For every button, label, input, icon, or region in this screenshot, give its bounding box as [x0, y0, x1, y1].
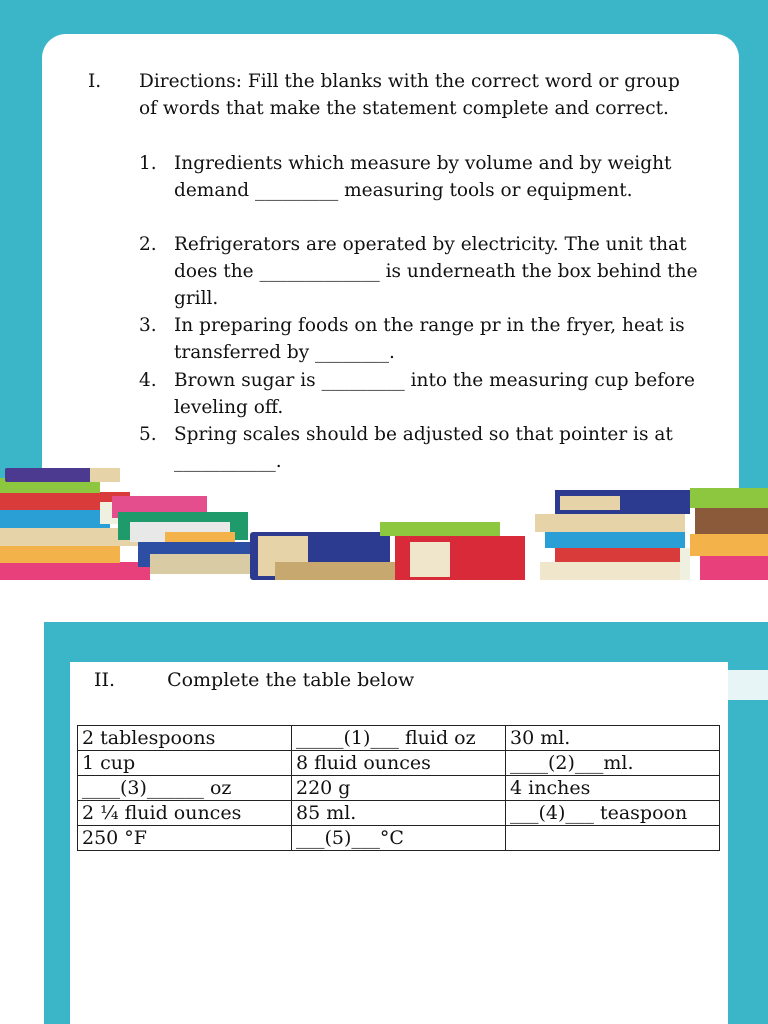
table-cell: 4 inches: [506, 776, 720, 801]
right-book-stack: [535, 488, 768, 580]
section-two-title: Complete the table below: [167, 669, 415, 691]
table-cell: ____(3)______ oz: [78, 776, 292, 801]
question-number: 2.: [139, 234, 157, 255]
question-text: Refrigerators are operated by electricity. The unit that does the _____________ is underneath the box behind the grill.: [174, 234, 698, 309]
table-cell: 30 ml.: [506, 726, 720, 751]
table-row: [78, 751, 720, 776]
table-cell: 2 ¼ fluid ounces: [78, 801, 292, 826]
table-cell: ___(4)___ teaspoon: [506, 801, 720, 826]
question-text: Spring scales should be adjusted so that pointer is at ___________.: [174, 424, 673, 472]
question-text: Brown sugar is _________ into the measuring cup before leveling off.: [174, 370, 695, 418]
question-text: Ingredients which measure by volume and by weight demand _________ measuring tools or equipment.: [174, 153, 672, 201]
table-cell: ____(2)___ml.: [506, 751, 720, 776]
question-text: In preparing foods on the range pr in the fryer, heat is transferred by ________.: [174, 315, 685, 363]
table-cell: 2 tablespoons: [78, 726, 292, 751]
question-number: 1.: [139, 153, 157, 174]
table-row: [78, 726, 720, 751]
section-one-numeral: I.: [88, 71, 102, 92]
table-cell: 220 g: [292, 776, 506, 801]
question-number: 3.: [139, 315, 157, 336]
table-cell: _____(1)___ fluid oz: [292, 726, 506, 751]
book-stack-illustration: [0, 462, 768, 580]
table-row: [78, 776, 720, 801]
conversion-table: [77, 725, 720, 851]
table-cell: 1 cup: [78, 751, 292, 776]
table-cell: 250 °F: [78, 826, 292, 851]
table-cell: 85 ml.: [292, 801, 506, 826]
table-cell: 8 fluid ounces: [292, 751, 506, 776]
left-book-stack: [0, 468, 258, 580]
table-row: [78, 826, 720, 851]
section-two-numeral: II.: [94, 669, 116, 691]
directions-text: Directions: Fill the blanks with the correct word or group of words that make the statement complete and correct.: [139, 71, 680, 119]
section-two-heading: [94, 667, 414, 694]
table-row: [78, 801, 720, 826]
table-cell: [506, 826, 720, 851]
question-number: 5.: [139, 424, 157, 445]
card-edge-shade: [728, 670, 768, 700]
middle-book-stack: [250, 522, 525, 580]
question-number: 4.: [139, 370, 157, 391]
table-cell: ___(5)___°C: [292, 826, 506, 851]
